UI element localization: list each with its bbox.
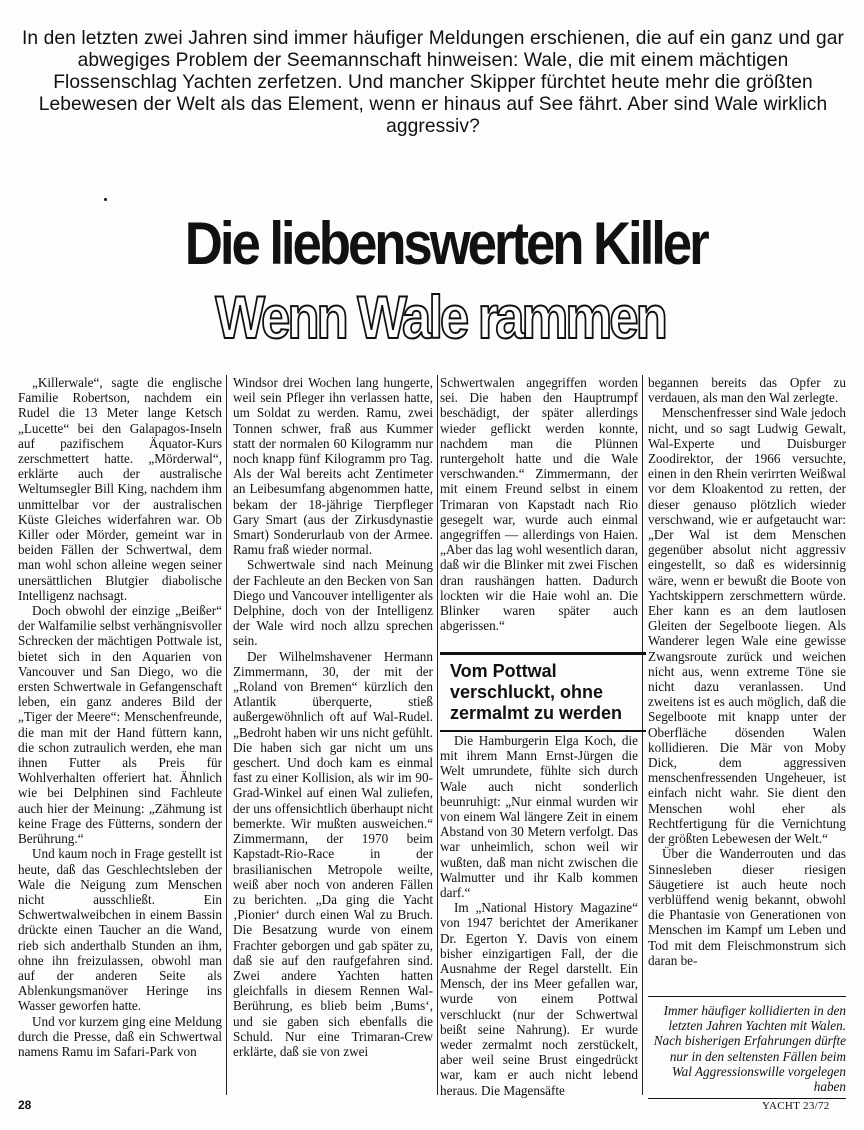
article-column-4 [648, 375, 846, 968]
column-rule [642, 375, 643, 1095]
paragraph: Windsor drei Wochen lang hungerte, weil sein Pfleger ihn verlassen hatte, um Soldat zu werden. Ramu, zwei Tonnen schwer, fraß aus Kummer statt der normalen 60 Kilogramm nur noch knapp fünf Kilogramm pro Tag. Als der Wal bereits acht Zentimeter an Leibesumfang abgenommen hatte, bekam der 18-jährige Tierpfleger Gary Smart (aus der Zirkusdynastie Smart) Sonderurlaub von der Armee. Ramu fraß wieder normal. [233, 375, 433, 558]
intro-text: In den letzten zwei Jahren sind immer häufiger Meldungen erschienen, die auf ein ganz und gar abwegiges Problem der Seemannschaft hinweisen: Wale, die mit einem mächtigen Flossenschlag Yachten zerfetzen. Und mancher Skipper fürchtet heute mehr die größten Lebewesen der Welt als das Element, wenn er hinaus auf See fährt. Aber sind Wale wirklich aggressiv? [21, 28, 845, 137]
paragraph: Doch obwohl der einzige „Beißer“ der Walfamilie selbst verhängnisvoller Schrecken der mächtigen Pottwale ist, bietet sich in den Aquarien von Vancouver und San Diego, wo die ersten Schwertwale in Gefangenschaft leben, ein ganz anderes Bild der „Tiger der Meere“: Menschenfreunde, die man mit der Hand füttern kann, die schon zutraulich werden, ehe man ihnen Futter als Preis für Wohlverhalten offeriert hat. Ähnlich wie bei Delphinen sind Fachleute auch hier der Meinung: „Zähmung ist keine Frage des Fütterns, sondern der Berührung.“ [18, 603, 222, 847]
article-column-3 [440, 375, 638, 633]
paragraph: „Killerwale“, sagte die englische Familie Robertson, nachdem ein Rudel die 13 Meter lange Ketsch „Lucette“ bei den Galapagos-Inseln auf pazifischem Äquator-Kurs zerschmettert hatte. „Mörderwal“, erklärte auch der australische Weltumsegler Bill King, nachdem ihm unmittelbar vor der australischen Küste Gleiches widerfahren war. Ob Killer oder Mörder, gemeint war in beiden Fällen der Schwertwal, dem man wohl schon alleine wegen seiner unersättlichen Blutgier diabolische Intelligenz nachsagt. [18, 375, 222, 603]
paragraph: Die Hamburgerin Elga Koch, die mit ihrem Mann Ernst-Jürgen die Welt umrundete, fühlte sich durch Wale auch nicht sonderlich beunruhigt: „Nur einmal wurden wir von einem Wal längere Zeit in einem Abstand von 30 Metern verfolgt. Das war unheimlich, schon weil wir wußten, daß man nicht zwischen die Walmutter und ihr Kalb kommen darf.“ [440, 733, 638, 901]
column-rule [437, 375, 438, 1095]
headline: Die liebenswerten Killer [184, 210, 707, 277]
paragraph: Im „National History Magazine“ von 1947 berichtet der Amerikaner Dr. Egerton Y. Davis von einem bisher einzigartigen Fall, der die Ausnahme der Regel darstellt. Ein Mensch, der ins Meer gefallen war, wurde von einem Pottwal verschluckt (nur der Schwertwal beißt seine Nahrung). Er wurde weder zermalmt noch zerstückelt, aber weil seine Brust eingedrückt war, kam er auch nicht lebend heraus. Die Magensäfte [440, 900, 638, 1098]
subheadline: Wenn Wale rammen [215, 284, 665, 351]
paragraph: Und kaum noch in Frage gestellt ist heute, daß das Geschlechtsleben der Wale die Neigung zum Menschen nicht ausschließt. Ein Schwertwalweibchen in einem Bassin drückte einen Taucher an die Wand, rieb sich anderthalb Stunden an ihm, ohne ihn freizulassen, obwohl man auf der anderen Seite als Ablenkungsmanöver Heringe ins Wasser geworfen hatte. [18, 846, 222, 1014]
article-column-1 [18, 375, 222, 1059]
paragraph: Der Wilhelmshavener Hermann Zimmermann, 30, der mit der „Roland von Bremen“ kürzlich den Atlantik überquerte, stieß außergewöhnlich oft auf Wal-Rudel. „Bedroht haben wir uns nicht gefühlt. Die haben sich gar nicht um uns geschert. Und doch kam es einmal fast zu einer Kollision, als wir im 90-Grad-Winkel auf einen Wal zuliefen, der uns offensichtlich überhaupt nicht bemerkte. Wir mußten ausweichen.“ Zimmermann, der 1970 beim Kapstadt-Rio-Race in der brasilianischen Metropole weilte, weiß aber noch von anderen Fällen zu berichten. „Da ging die Yacht ‚Pionier‘ durch einen Wal zu Bruch. Die Besatzung wurde von einem Frachter geborgen und gab später zu, daß sie auf den raufgefahren sind. Zwei andere Yachten hatten gleichfalls in diesem Rennen Wal-Berührung, es blieb beim ‚Bums‘, und sie gaben sich ebenfalls die Schuld. Nur eine Trimaran-Crew erklärte, daß sie von zwei [233, 648, 433, 1059]
photo-caption: Immer häufiger kollidierten in den letzten Jahren Yachten mit Walen. Nach bisherigen Erfahrungen dürfte nur in den seltensten Fällen beim Wal Aggressionswille vorgelegen haben [648, 996, 846, 1099]
print-speck [104, 198, 107, 201]
paragraph: Über die Wanderrouten und das Sinnesleben dieser riesigen Säugetiere ist auch heute noch verblüffend wenig bekannt, obwohl die Phantasie von Generationen von Menschen im Kampf um Leben und Tod mit dem Fleischmonstrum sich daran be- [648, 846, 846, 968]
paragraph: Und vor kurzem ging eine Meldung durch die Presse, daß ein Schwertwal namens Ramu im Safari-Park von [18, 1013, 222, 1059]
magazine-issue: YACHT 23/72 [762, 1100, 830, 1112]
paragraph: Schwertwalen angegriffen worden sei. Die haben den Hauptrumpf beschädigt, der später allerdings wieder geflickt werden konnte, nachdem man die Plünnen runtergeholt hatte und die Wale verschwanden.“ Zimmermann, der mit einem Freund selbst in einem Trimaran von Kapstadt nach Rio gesegelt war, wurde auch einmal angegriffen — allerdings von Haien. „Aber das lag wohl wesentlich daran, daß wir die Blinker mit zwei Fischen dran raushängen hatten. Dadurch lockten wir die Haie wohl an. Die Blinker waren später auch abgerissen.“ [440, 375, 638, 634]
section-heading: Vom Pottwal verschluckt, ohne zermalmt zu werden [440, 652, 646, 732]
article-column-2 [233, 375, 433, 1059]
column-rule [226, 375, 227, 1095]
paragraph: Schwertwale sind nach Meinung der Fachleute an den Becken von San Diego und Vancouver intelligenter als Delphine, doch von der Intelligenz der Wale wird noch allzu sprechen sein. [233, 557, 433, 649]
page-number: 28 [18, 1098, 32, 1112]
paragraph: Menschenfresser sind Wale jedoch nicht, und so sagt Ludwig Gewalt, Wal-Experte und Duisburger Zoodirektor, der 1966 versuchte, einen in den Rhein verirrten Weißwal vor dem Kloakentod zu retten, der dieser genauso plötzlich wieder verschwand, wie er aufgetaucht war: „Der Wal ist dem Menschen gegenüber absolut nicht aggressiv eingestellt, so daß es widersinnig wäre, wenn er bewußt die Boote von Yachtskippern zerschmettern würde. Eher kann es an dem lautlosen Gleiten der Segelboote liegen. Als Wanderer legen Wale eine gewisse Zwangsroute zurück und weichen nicht aus, wenn extreme Töne sie nicht dazu veranlassen. Und zweitens ist es auch möglich, daß die Segelboote mit knapp unter der Oberfläche dösenden Walen kollidieren. Die Mär von Moby Dick, dem aggressiven menschenfressenden Ungeheuer, ist einfach nicht wahr. Sie dient den Menschen wohl eher als Rechtfertigung für die Vernichtung der größten Lebewesen der Welt.“ [648, 405, 846, 847]
paragraph: begannen bereits das Opfer zu verdauen, als man den Wal zerlegte. [648, 375, 846, 406]
article-column-3-continued [440, 733, 638, 1098]
